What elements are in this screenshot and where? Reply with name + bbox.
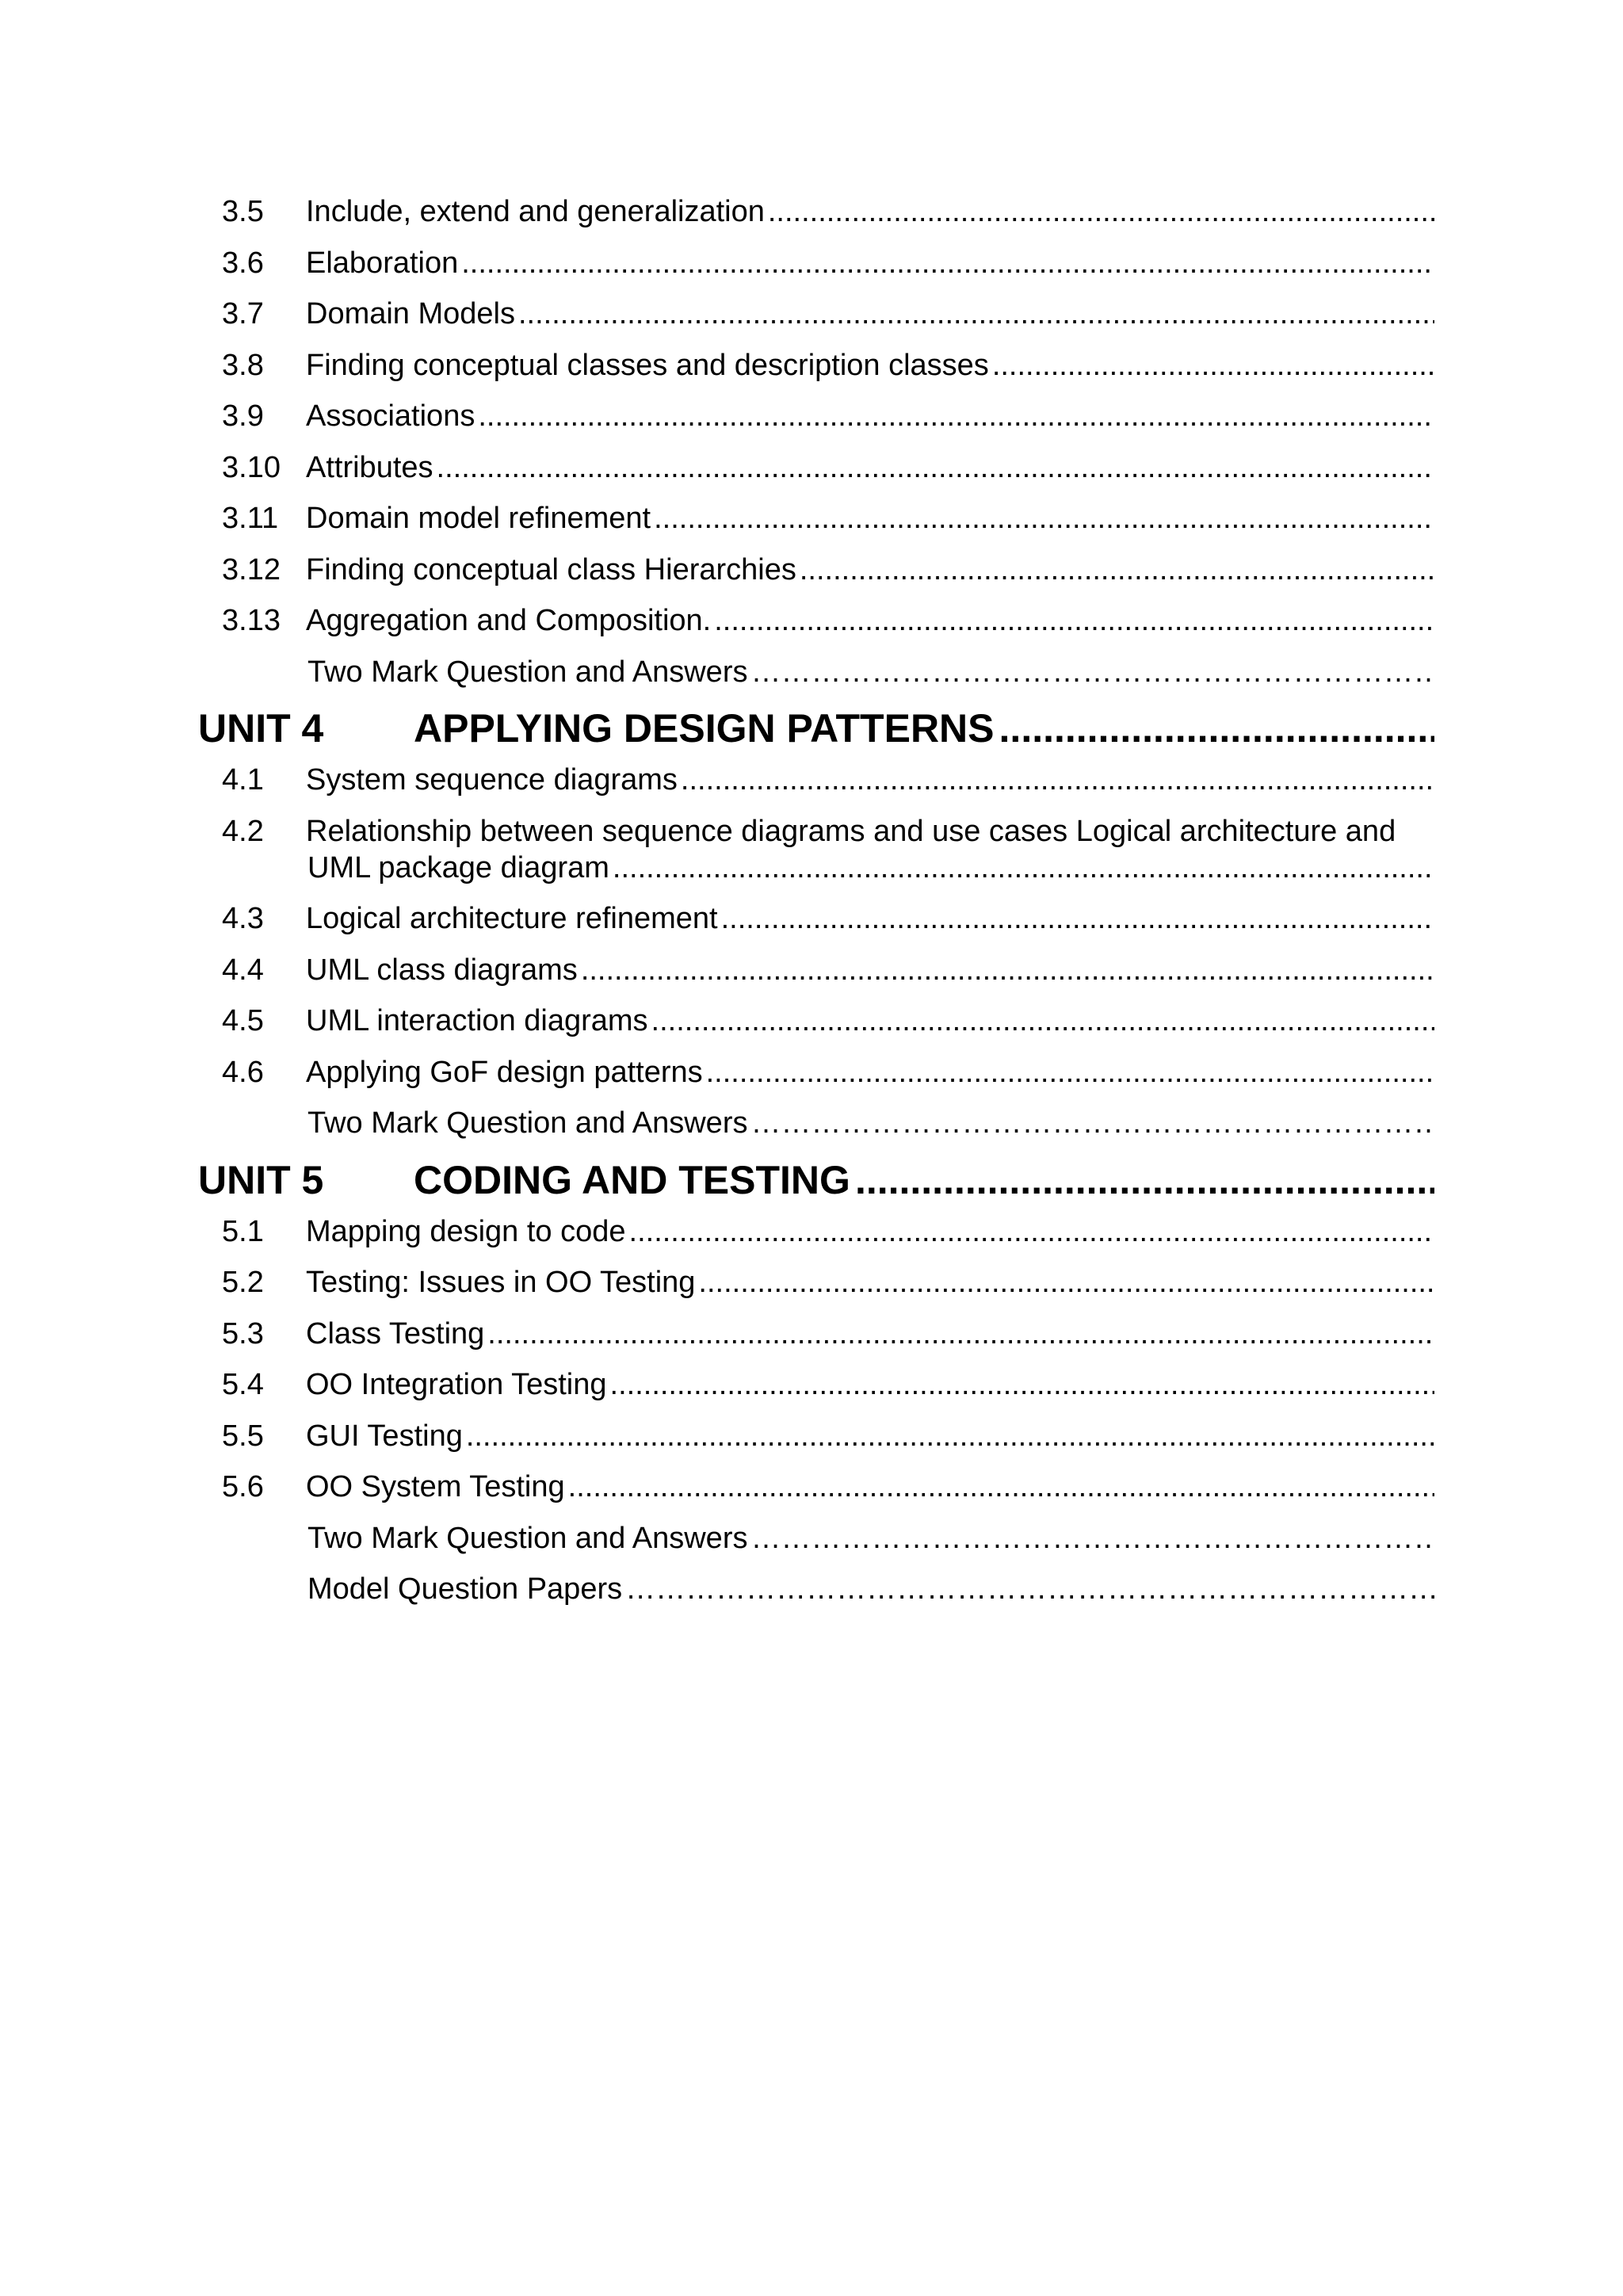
toc-entry-number: 5.5 (222, 1419, 264, 1453)
toc-entry-number: 3.9 (222, 399, 264, 433)
unit-heading-4[interactable] (198, 705, 1434, 752)
toc-entry-number: 4.6 (222, 1055, 264, 1089)
unit-label: UNIT 4 (198, 706, 324, 751)
toc-entry-number: 3.8 (222, 348, 264, 382)
dot-leader (437, 449, 1434, 486)
toc-entry-number: 3.12 (222, 552, 281, 586)
dot-leader (581, 952, 1434, 988)
dot-leader (721, 900, 1434, 937)
unit-heading-5[interactable] (198, 1156, 1434, 1204)
dot-leader (461, 245, 1434, 281)
dot-leader (487, 1316, 1434, 1352)
dot-leader (654, 500, 1434, 537)
toc-entry-number: 4.4 (222, 953, 264, 987)
unit-label: UNIT 5 (198, 1157, 324, 1202)
unit-title: CODING AND TESTING (414, 1157, 850, 1202)
toc-entry-3-6[interactable] (198, 245, 1434, 281)
dot-leader (706, 1054, 1434, 1091)
toc-entry-title: Include, extend and generalization (306, 195, 765, 228)
toc-entry-3-5[interactable] (198, 193, 1434, 230)
toc-entry-title: Attributes (306, 450, 433, 484)
toc-entry-4-1[interactable] (198, 762, 1434, 798)
toc-entry-number: 3.11 (222, 502, 279, 535)
dot-leader (750, 1105, 1434, 1141)
dot-leader (800, 552, 1434, 588)
toc-entry-unit3-two-mark[interactable] (198, 654, 1434, 690)
unit-title: APPLYING DESIGN PATTERNS (414, 706, 995, 751)
dot-leader (466, 1418, 1434, 1454)
toc-entry-title: Domain model refinement (306, 502, 651, 535)
toc-entry-5-5[interactable] (198, 1418, 1434, 1454)
dot-leader (698, 1264, 1434, 1301)
toc-entry-title: Finding conceptual class Hierarchies (306, 552, 796, 586)
toc-entry-number: 5.6 (222, 1470, 264, 1503)
toc-entry-title: Applying GoF design patterns (306, 1055, 703, 1089)
toc-entry-3-10[interactable] (198, 449, 1434, 486)
toc-entry-title: Aggregation and Composition. (306, 604, 712, 637)
toc-entry-title: Model Question Papers (307, 1572, 623, 1606)
dot-leader (518, 296, 1434, 332)
dot-leader (629, 1213, 1434, 1250)
toc-entry-title: Associations (306, 399, 475, 433)
toc-entry-title: Two Mark Question and Answers (307, 1106, 748, 1140)
toc-entry-4-4[interactable] (198, 952, 1434, 988)
toc-entry-4-2[interactable] (198, 813, 1434, 886)
dot-leader (768, 193, 1434, 230)
toc-entry-number: 5.4 (222, 1368, 264, 1401)
toc-entry-number: 3.6 (222, 246, 264, 280)
toc-entry-title: System sequence diagrams (306, 763, 678, 797)
toc-entry-3-7[interactable] (198, 296, 1434, 332)
toc-entry-unit4-two-mark[interactable] (198, 1105, 1434, 1141)
toc-entry-unit5-two-mark[interactable] (198, 1520, 1434, 1557)
toc-entry-title: Mapping design to code (306, 1214, 626, 1248)
toc-entry-number: 4.3 (222, 902, 264, 935)
toc-entry-title: GUI Testing (306, 1419, 463, 1453)
dot-leader (855, 1156, 1434, 1204)
toc-entry-number: 3.5 (222, 195, 264, 228)
toc-entry-model-question-papers[interactable] (198, 1571, 1434, 1607)
toc-entry-3-13[interactable] (198, 602, 1434, 639)
toc-entry-number: 4.5 (222, 1004, 264, 1037)
toc-entry-title: Finding conceptual classes and description classes (306, 348, 989, 382)
table-of-contents (198, 193, 1434, 1622)
toc-entry-title: Class Testing (306, 1316, 485, 1350)
toc-entry-title: Testing: Issues in OO Testing (306, 1266, 696, 1299)
toc-entry-3-12[interactable] (198, 552, 1434, 588)
toc-entry-title: Elaboration (306, 246, 459, 280)
dot-leader (610, 1366, 1434, 1403)
toc-entry-title: Logical architecture refinement (306, 902, 718, 935)
toc-entry-title: Two Mark Question and Answers (307, 655, 748, 689)
dot-leader (613, 850, 1434, 886)
toc-entry-title: Domain Models (306, 297, 515, 330)
toc-entry-5-4[interactable] (198, 1366, 1434, 1403)
toc-entry-number: 4.1 (222, 763, 264, 797)
dot-leader (999, 705, 1434, 752)
dot-leader (992, 347, 1434, 384)
toc-entry-4-6[interactable] (198, 1054, 1434, 1091)
toc-entry-3-11[interactable] (198, 500, 1434, 537)
toc-entry-title: UML class diagrams (306, 953, 578, 987)
toc-entry-title-continued: UML package diagram (307, 850, 609, 884)
toc-entry-number: 5.1 (222, 1214, 264, 1248)
toc-entry-number: 4.2 (222, 814, 264, 848)
dot-leader (681, 762, 1434, 798)
toc-entry-number: 5.3 (222, 1316, 264, 1350)
toc-entry-5-2[interactable] (198, 1264, 1434, 1301)
toc-entry-title: Relationship between sequence diagrams and use cases Logical architecture and (306, 814, 1396, 848)
dot-leader (750, 654, 1434, 690)
toc-entry-number: 3.10 (222, 450, 281, 484)
dot-leader (714, 602, 1434, 639)
dot-leader (568, 1469, 1434, 1505)
toc-entry-title: OO Integration Testing (306, 1368, 607, 1401)
toc-entry-4-5[interactable] (198, 1003, 1434, 1039)
toc-entry-title: OO System Testing (306, 1470, 565, 1503)
toc-entry-title: UML interaction diagrams (306, 1004, 648, 1037)
dot-leader (750, 1520, 1434, 1557)
toc-entry-5-3[interactable] (198, 1316, 1434, 1352)
toc-entry-title: Two Mark Question and Answers (307, 1521, 748, 1555)
dot-leader (625, 1571, 1434, 1607)
toc-entry-number: 5.2 (222, 1266, 264, 1299)
toc-entry-5-6[interactable] (198, 1469, 1434, 1505)
toc-entry-3-9[interactable] (198, 398, 1434, 434)
toc-entry-5-1[interactable] (198, 1213, 1434, 1250)
toc-entry-number: 3.7 (222, 297, 264, 330)
toc-entry-number: 3.13 (222, 604, 281, 637)
dot-leader (651, 1003, 1434, 1039)
dot-leader (478, 398, 1434, 434)
toc-entry-4-3[interactable] (198, 900, 1434, 937)
toc-entry-3-8[interactable] (198, 347, 1434, 384)
